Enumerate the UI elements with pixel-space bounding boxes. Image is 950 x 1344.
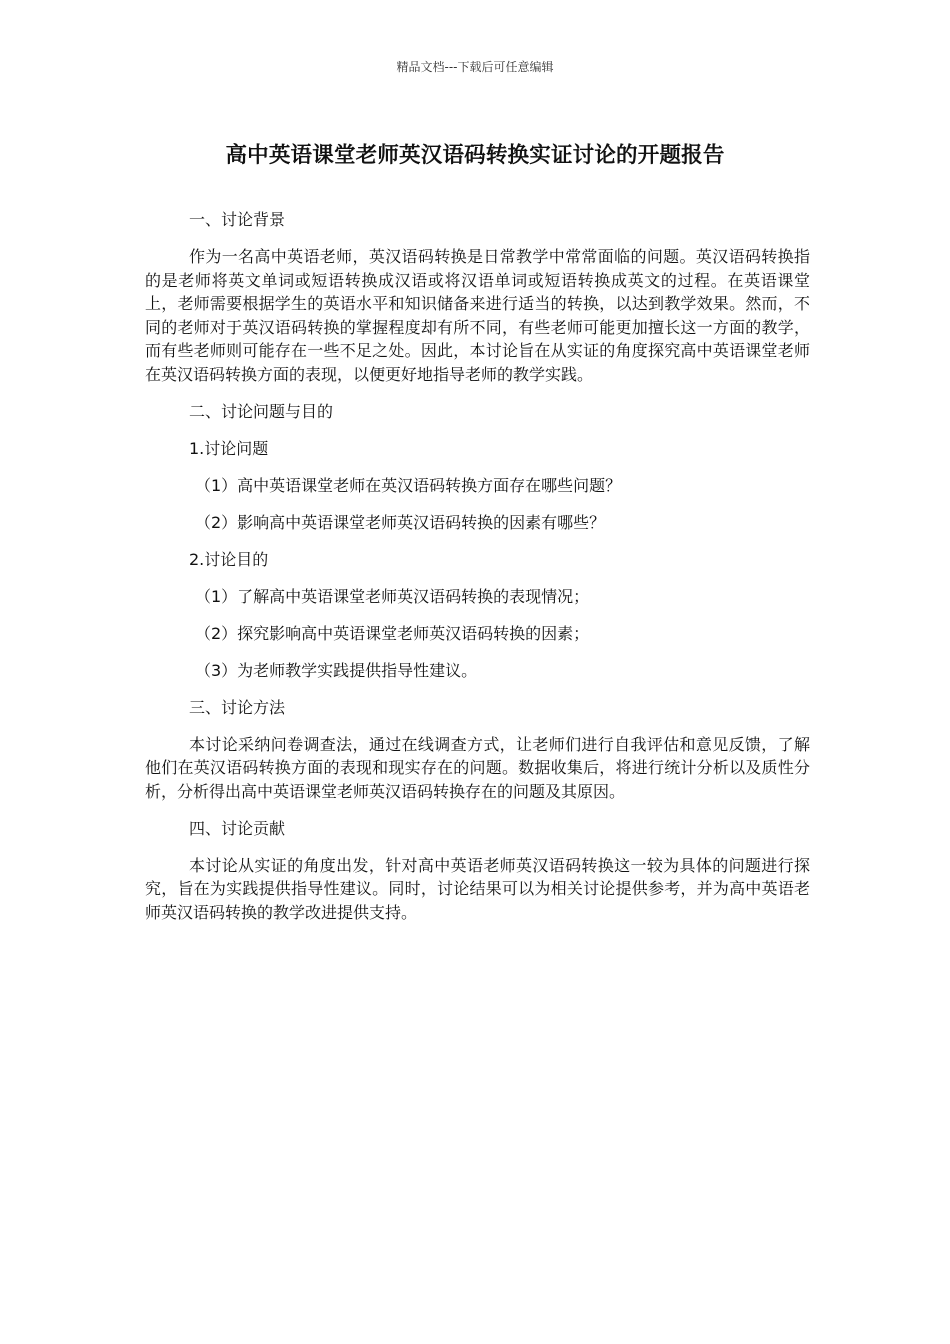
- question-item: （2）影响高中英语课堂老师英汉语码转换的因素有哪些？: [195, 512, 606, 532]
- document-title: 高中英语课堂老师英汉语码转换实证讨论的开题报告: [225, 143, 725, 168]
- section-heading-contribution: 四、讨论贡献: [189, 818, 286, 838]
- goal-item: （3）为老师教学实践提供指导性建议。: [195, 660, 478, 680]
- subheading-goals: 2.讨论目的: [189, 549, 269, 569]
- goal-item: （2）探究影响高中英语课堂老师英汉语码转换的因素；: [195, 623, 590, 643]
- goal-item: （1）了解高中英语课堂老师英汉语码转换的表现情况；: [195, 586, 590, 606]
- section-heading-background: 一、讨论背景: [189, 210, 286, 229]
- paragraph-contribution: 本讨论从实证的角度出发，针对高中英语老师英汉语码转换这一较为具体的问题进行探究，旨在为实践提供指导性建议。同时，讨论结果可以为相关讨论提供参考，并为高中英语老师英汉语码转换的教学改进提供支持。: [145, 855, 810, 922]
- goal-list: [145, 585, 810, 683]
- document-body: [145, 208, 810, 938]
- section-heading-method: 三、讨论方法: [189, 697, 286, 717]
- question-list: [145, 474, 810, 535]
- paragraph-method: 本讨论采纳问卷调查法，通过在线调查方式，让老师们进行自我评估和意见反馈，了解他们在英汉语码转换方面的表现和现实存在的问题。数据收集后，将进行统计分析以及质性分析，分析得出高中英语课堂老师英汉语码转换存在的问题及其原因。: [145, 734, 810, 801]
- subheading-questions: 1.讨论问题: [189, 438, 269, 458]
- question-item: （1）高中英语课堂老师在英汉语码转换方面存在哪些问题？: [195, 475, 622, 495]
- section-heading-questions-goals: 二、讨论问题与目的: [189, 401, 334, 421]
- header-note: 精品文档---下载后可任意编辑: [396, 60, 554, 74]
- paragraph-background: 作为一名高中英语老师，英汉语码转换是日常教学中常常面临的问题。英汉语码转换指的是老师将英文单词或短语转换成汉语或将汉语单词或短语转换成英文的过程。在英语课堂上，老师需要根据学生的英语水平和知识储备来进行适当的转换，以达到教学效果。然而，不同的老师对于英汉语码转换的掌握程度却有所不同，有些老师可能更加擅长这一方面的教学，而有些老师则可能存在一些不足之处。因此，本讨论旨在从实证的角度探究高中英语课堂老师在英汉语码转换方面的表现，以便更好地指导老师的教学实践。: [145, 247, 810, 384]
